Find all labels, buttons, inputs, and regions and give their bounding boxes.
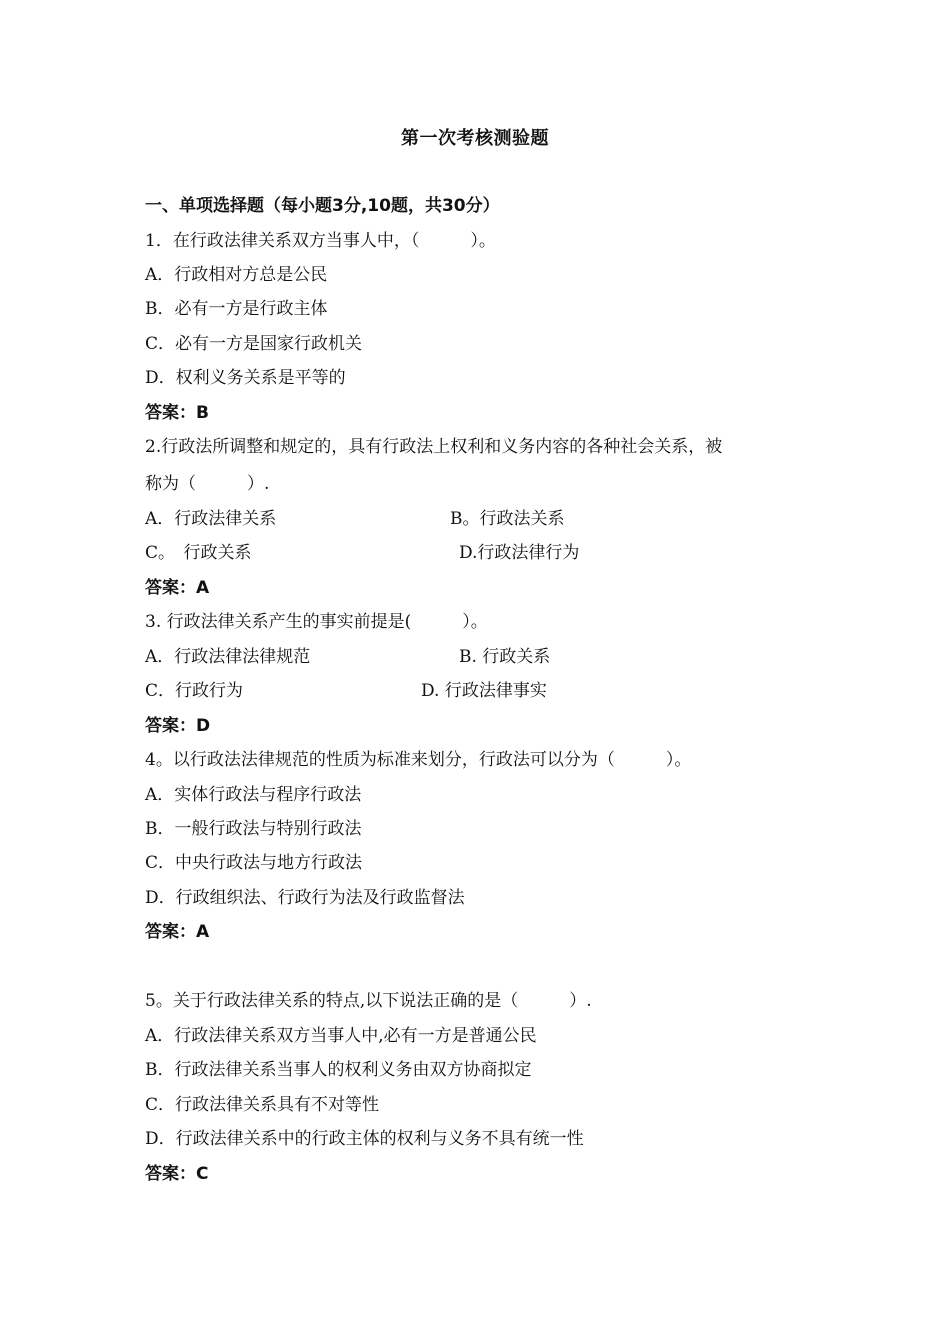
question-4-option-c: C．中央行政法与地方行政法 xyxy=(145,853,363,873)
question-3-stem: 3. 行政法律关系产生的事实前提是( ）。 xyxy=(145,612,488,632)
question-1-option-c: C．必有一方是国家行政机关 xyxy=(145,334,363,354)
question-4-option-d: D．行政组织法、行政行为法及行政监督法 xyxy=(145,888,465,908)
question-1-option-a: A．行政相对方总是公民 xyxy=(145,265,328,285)
question-5-option-b: B．行政法律关系当事人的权利义务由双方协商拟定 xyxy=(145,1060,532,1080)
question-5-option-a: A．行政法律关系双方当事人中,必有一方是普通公民 xyxy=(145,1026,537,1046)
document-title: 第一次考核测验题 xyxy=(401,128,549,149)
question-1-option-b: B．必有一方是行政主体 xyxy=(145,299,328,319)
question-3-option-a: A．行政法律法律规范 xyxy=(145,647,311,667)
question-2-option-a: A．行政法律关系 xyxy=(145,509,277,529)
question-4-stem: 4。以行政法法律规范的性质为标准来划分，行政法可以分为（ ）。 xyxy=(145,750,692,770)
question-1-answer: 答案：B xyxy=(145,403,209,423)
question-2-answer: 答案：A xyxy=(145,578,210,598)
question-2-option-b: B。行政法关系 xyxy=(450,509,565,529)
question-5-option-c: C．行政法律关系具有不对等性 xyxy=(145,1095,380,1115)
question-5-answer: 答案：C xyxy=(145,1164,209,1184)
question-1-option-d: D．权利义务关系是平等的 xyxy=(145,368,346,388)
question-3-option-c: C．行政行为 xyxy=(145,681,244,701)
question-3-option-b: B. 行政关系 xyxy=(459,647,551,667)
question-2-stem-line2: 称为（ ）. xyxy=(145,474,270,494)
question-4-option-a: A．实体行政法与程序行政法 xyxy=(145,785,362,805)
question-4-answer: 答案：A xyxy=(145,922,210,942)
question-4-option-b: B．一般行政法与特别行政法 xyxy=(145,819,362,839)
question-3-answer: 答案：D xyxy=(145,716,211,736)
section-heading: 一、单项选择题（每小题3分,10题，共30分） xyxy=(145,196,500,216)
question-2-stem-line1: 2.行政法所调整和规定的，具有行政法上权利和义务内容的各种社会关系，被 xyxy=(145,437,723,457)
question-2-option-d: D.行政法律行为 xyxy=(459,543,580,563)
question-5-stem: 5。关于行政法律关系的特点,以下说法正确的是（ ）. xyxy=(145,991,592,1011)
question-1-stem: 1．在行政法律关系双方当事人中，（ ）。 xyxy=(145,231,496,251)
question-2-option-c: C。 行政关系 xyxy=(145,543,252,563)
question-3-option-d: D. 行政法律事实 xyxy=(421,681,547,701)
question-5-option-d: D．行政法律关系中的行政主体的权利与义务不具有统一性 xyxy=(145,1129,584,1149)
